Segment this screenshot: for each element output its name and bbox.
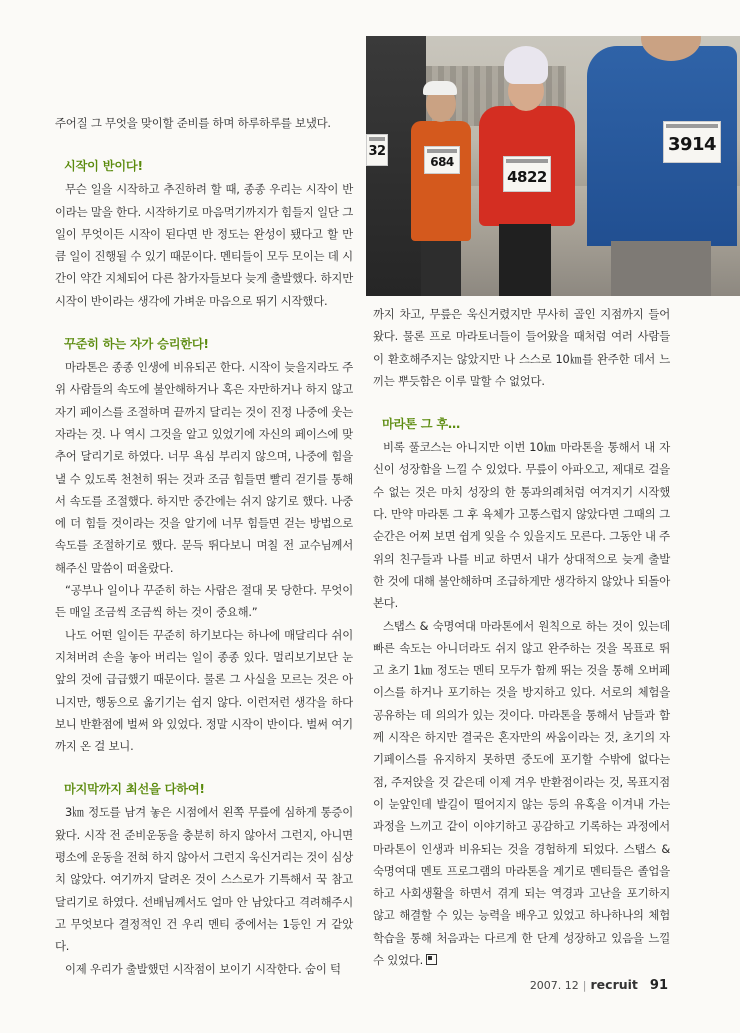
runner-orange <box>411 81 471 296</box>
section-heading: 마지막까지 최선을 다하여! <box>64 782 205 797</box>
footer-separator: | <box>582 979 587 992</box>
race-bib: 684 <box>424 146 460 174</box>
section-heading: 시작이 반이다! <box>64 159 143 174</box>
end-mark-icon <box>426 954 437 965</box>
body-paragraph: 나도 어떤 일이든 꾸준히 하기보다는 하나에 매달리다 쉬이 지쳐버려 손을 놓아 버리는 일이 종종 있다. 멀리보기보단 눈앞의 것에 급급했기 때문이다. 물론 그 사실을 모르는 것은 아니지만, 행동으로 옮기기는 쉽지 않다. 이런저런 생각을 하다 보니 반환점에 벌써 와 있었다. 정말 시작이 반이다. 벌써 여기까지 온 걸 보니. <box>55 627 353 754</box>
issue-date: 2007. 12 <box>529 979 579 992</box>
intro-paragraph: 주어질 그 무엇을 맞이할 준비를 하며 하루하루를 보냈다. <box>55 116 331 130</box>
body-paragraph: 이제 우리가 출발했던 시작점이 보이기 시작한다. 숨이 턱 <box>65 961 341 976</box>
section-heading: 꾸준히 하는 자가 승리한다! <box>64 337 209 352</box>
body-paragraph: 3㎞ 정도를 남겨 놓은 시점에서 왼쪽 무릎에 심하게 통증이 왔다. 시작 전 준비운동을 충분히 하지 않아서 그런지, 아니면 평소에 운동을 전혀 하지 않아서 그런지 욱신거리는 것이 심상치 않았다. 여기까지 달려온 것이 스스로가 기특해서 꾹 참고 달리기로 하였다. 선배님께서도 얼마 안 남았다고 격려해주시고 무엇보다 결정적인 건 우리 멘티 중에서는 1등인 거 같았다. <box>55 805 353 954</box>
magazine-brand: recruit <box>590 977 638 992</box>
right-column <box>373 303 670 971</box>
continued-paragraph: 까지 차고, 무릎은 욱신거렸지만 무사히 골인 지점까지 들어왔다. 물론 프로 마라토너들이 들어왔을 때처럼 여러 사람들이 환호해주지는 않았지만 나 스스로 10㎞를 완주한 데서 느끼는 뿌듯함은 이루 말할 수 없었다. <box>373 307 670 388</box>
race-bib: 32 <box>366 134 388 166</box>
quote-paragraph: “공부나 일이나 꾸준히 하는 사람은 절대 못 당한다. 무엇이든 매일 조금씩 조금씩 하는 것이 중요해.” <box>55 583 353 620</box>
body-paragraph: 무슨 일을 시작하고 추진하려 할 때, 종종 우리는 시작이 반이라는 말을 한다. 시작하기로 마음먹기까지가 힘들지 일단 그 일이 무엇이든 시작이 된다면 반 정도는 완성이 됐다고 할 만큼 일이 진행될 수 있기 때문이다. 멘티들이 모두 모이는 데 시간이 약간 지체되어 다른 참가자들보다 늦게 출발했다. 하지만 시작이 반이라는 생각에 가벼운 마음으로 뛰기 시작했다. <box>55 182 353 308</box>
final-paragraph-text: 스탭스 & 숙명여대 마라톤에서 원칙으로 하는 것이 있는데 빠른 속도는 아니더라도 쉬지 않고 완주하는 것을 목표로 뛰고 초기 1㎞ 정도는 멘티 모두가 함께 뛰는 것을 통해 오버페이스를 하거나 포기하는 것을 방지하고 있다. 서로의 체험을 공유하는 데 의의가 있는 것이다. 마라톤을 통해서 남들과 함께 시작은 하지만 결국은 혼자만의 싸움이라는 것, 초기의 자기페이스를 유지하지 못하면 중도에 포기할 수밖에 없다는 점, 주저앉을 것 같은데 이제 겨우 반환점이라는 것, 목표지점이 눈앞인데 발길이 떨어지지 않는 등의 유혹을 이겨내 가는 과정을 느끼고 같이 이야기하고 공감하고 기록하는 과정에서 마라톤이 인생과 비유되는 것을 경험하게 되었다. 스탭스 & 숙명여대 멘토 프로그램의 마라톤을 계기로 멘티들은 졸업을 하고 사회생활을 하면서 겪게 되는 역경과 고난을 포기하지 않고 해결할 수 있는 능력을 배우고 있었고 하나하나의 체험 학습을 통해 처음과는 다르게 한 단계 성장하고 있음을 느낄 수 있었다. <box>373 618 670 968</box>
body-paragraph: 비록 풀코스는 아니지만 이번 10㎞ 마라톤을 통해서 내 자신이 성장함을 느낄 수 있었다. 무릎이 아파오고, 제대로 걸을 수 없는 것은 마치 성장의 한 통과의례처럼 여겨지기 시작했다. 만약 마라톤 그 후 육체가 고통스럽지 않았다면 그때의 그 순간은 어찌 보면 쉽게 잊을 수 있을지도 모른다. 그동안 내 주위의 친구들과 나를 비교 하면서 내가 상대적으로 늦게 출발한 것에 대해 불안해하며 조급하게만 생각하지 않았나 되돌아본다. <box>373 440 670 611</box>
left-column <box>55 112 353 980</box>
race-bib: 4822 <box>503 156 551 192</box>
marathon-photo <box>366 36 740 296</box>
page-footer <box>530 977 668 993</box>
section-heading: 마라톤 그 후… <box>382 417 460 432</box>
race-bib: 3914 <box>663 121 721 163</box>
page-number: 91 <box>649 978 668 993</box>
body-paragraph: 마라톤은 종종 인생에 비유되곤 한다. 시작이 늦을지라도 주위 사람들의 속도에 불안해하거나 혹은 자만하거나 하지 않고 자기 페이스를 조절하며 끝까지 달리는 것이 진정 나중에 웃는 자라는 것. 나 역시 그것을 알고 있었기에 자신의 페이스에 맞추어 달리기로 하였다. 너무 욕심 부리지 않으며, 나중에 힘을 낼 수 있도록 천천히 뛰는 것과 조금 힘들면 빨리 걷기를 통해서 속도를 조절했다. 하지만 중간에는 쉬지 않기로 했다. 나중에 더 힘들 것이라는 것을 알기에 너무 힘들면 걷는 방법으로 속도를 조절하기로 했다. 문득 뛰다보니 며칠 전 교수님께서 해주신 말씀이 떠올랐다. <box>55 360 353 575</box>
body-paragraph <box>373 615 670 972</box>
